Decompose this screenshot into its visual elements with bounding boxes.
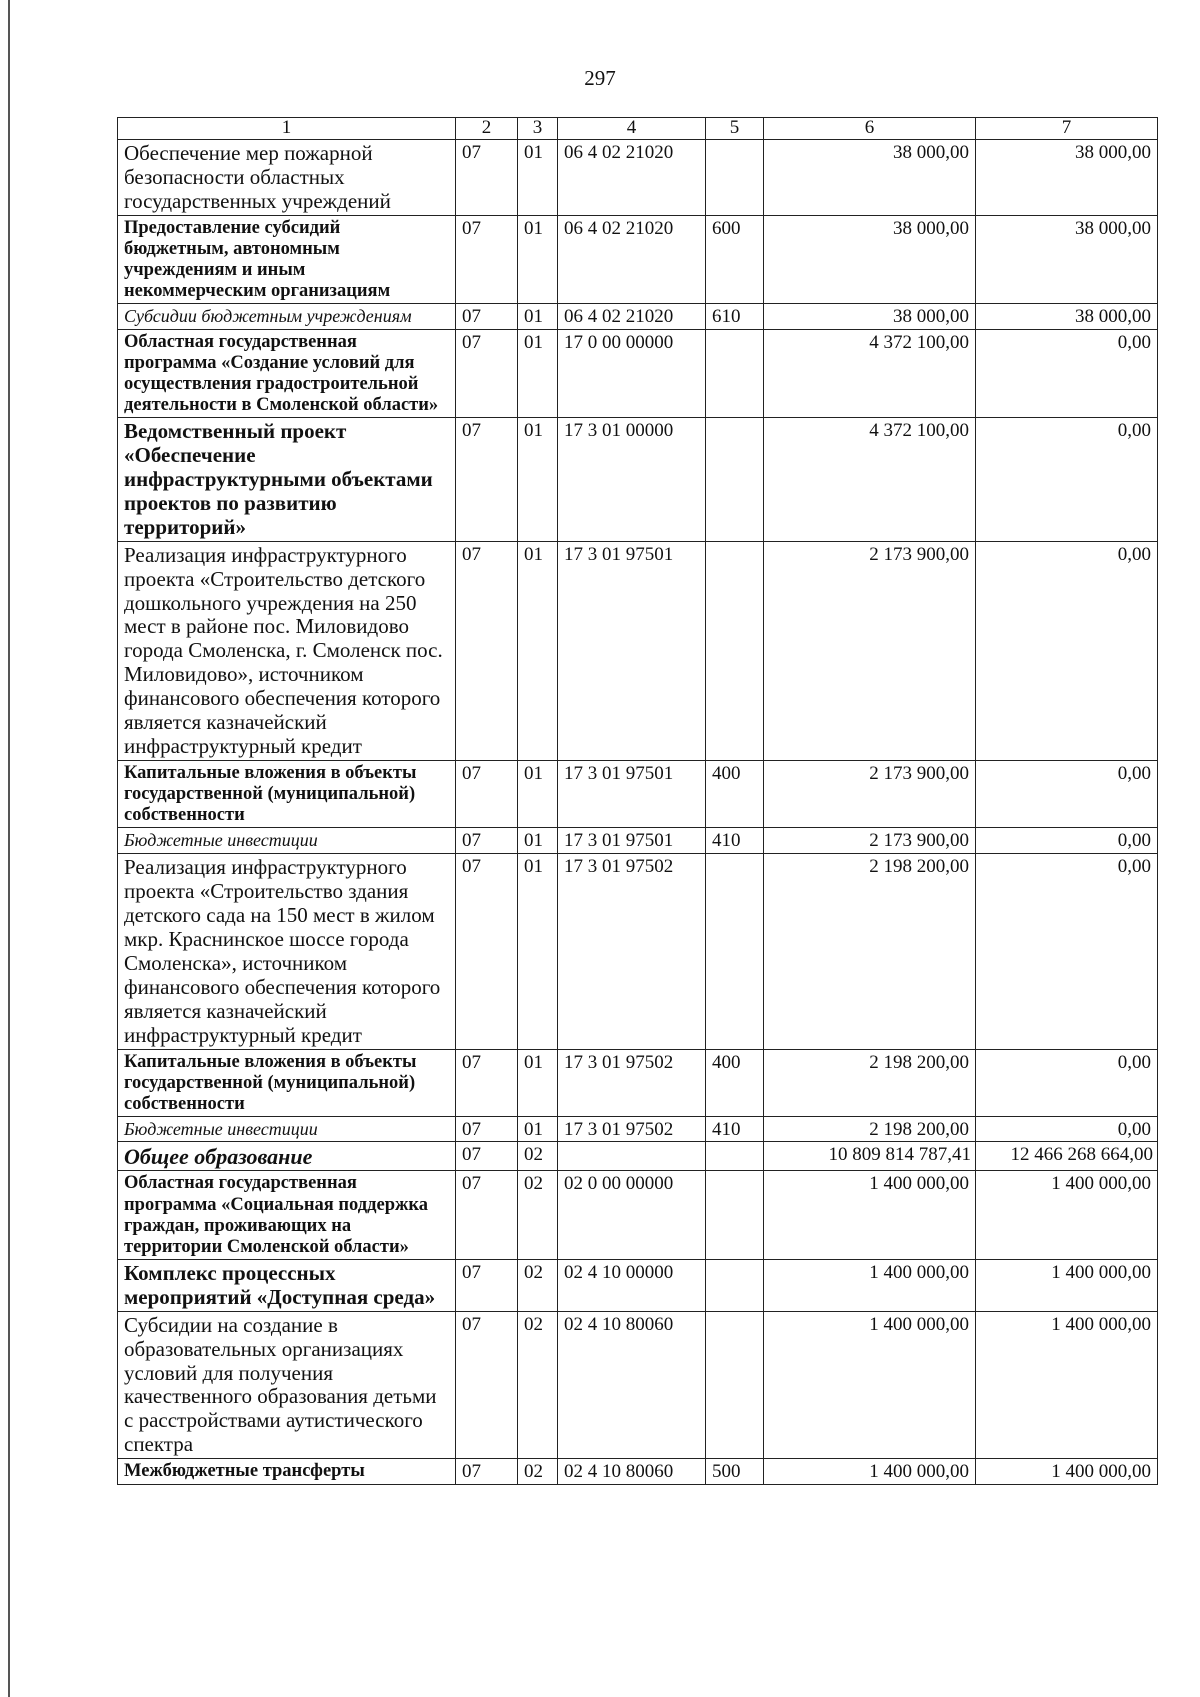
row-section-code-cell: 07 [456, 215, 518, 303]
row-section-code-cell: 07 [456, 1259, 518, 1311]
row-expense-type-cell [706, 1171, 764, 1259]
header-cell: 6 [764, 118, 976, 140]
table-row [118, 215, 1158, 303]
row-expense-type-cell: 500 [706, 1459, 764, 1485]
row-section-code-cell: 07 [456, 541, 518, 760]
row-subsection-code-cell: 02 [518, 1142, 558, 1171]
row-amount-year1-cell: 10 809 814 787,41 [764, 1142, 976, 1171]
row-section-code-cell: 07 [456, 1142, 518, 1171]
row-amount-year1-cell: 2 173 900,00 [764, 828, 976, 854]
row-amount-year2-cell: 0,00 [976, 329, 1158, 417]
row-subsection-code-cell: 01 [518, 1049, 558, 1116]
row-subsection-code-cell: 02 [518, 1311, 558, 1459]
table-row [118, 541, 1158, 760]
row-amount-year2-cell: 38 000,00 [976, 139, 1158, 215]
row-target-code-cell: 17 3 01 97501 [558, 761, 706, 828]
row-amount-year1-cell: 38 000,00 [764, 139, 976, 215]
row-target-code-cell: 17 0 00 00000 [558, 329, 706, 417]
table-row [118, 1049, 1158, 1116]
row-amount-year1-cell: 1 400 000,00 [764, 1171, 976, 1259]
row-target-code-cell: 02 4 10 00000 [558, 1259, 706, 1311]
table-row [118, 1171, 1158, 1259]
row-amount-year2-cell: 0,00 [976, 417, 1158, 541]
row-name-cell: Капитальные вложения в объекты государственной (муниципальной) собственности [118, 1049, 456, 1116]
row-name-cell: Субсидии бюджетным учреждениям [118, 304, 456, 330]
row-expense-type-cell: 400 [706, 1049, 764, 1116]
row-amount-year1-cell: 4 372 100,00 [764, 417, 976, 541]
row-expense-type-cell: 600 [706, 215, 764, 303]
row-section-code-cell: 07 [456, 1116, 518, 1142]
row-subsection-code-cell: 01 [518, 215, 558, 303]
row-section-code-cell: 07 [456, 1459, 518, 1485]
table-row [118, 1142, 1158, 1171]
row-section-code-cell: 07 [456, 828, 518, 854]
row-name-cell: Бюджетные инвестиции [118, 1116, 456, 1142]
row-subsection-code-cell: 01 [518, 761, 558, 828]
row-amount-year2-cell: 0,00 [976, 1116, 1158, 1142]
row-target-code-cell: 06 4 02 21020 [558, 304, 706, 330]
row-subsection-code-cell: 01 [518, 417, 558, 541]
row-amount-year1-cell: 2 198 200,00 [764, 854, 976, 1050]
header-row [118, 118, 1158, 140]
row-section-code-cell: 07 [456, 304, 518, 330]
row-amount-year2-cell: 38 000,00 [976, 304, 1158, 330]
row-target-code-cell: 06 4 02 21020 [558, 139, 706, 215]
row-section-code-cell: 07 [456, 1171, 518, 1259]
row-expense-type-cell: 410 [706, 828, 764, 854]
header-cell: 2 [456, 118, 518, 140]
row-section-code-cell: 07 [456, 761, 518, 828]
row-amount-year1-cell: 2 198 200,00 [764, 1049, 976, 1116]
table-row [118, 828, 1158, 854]
table-row [118, 1459, 1158, 1485]
row-target-code-cell: 17 3 01 97501 [558, 541, 706, 760]
table-row [118, 1311, 1158, 1459]
row-expense-type-cell: 400 [706, 761, 764, 828]
page-edge-line [8, 0, 10, 1697]
header-cell: 7 [976, 118, 1158, 140]
row-target-code-cell: 02 4 10 80060 [558, 1311, 706, 1459]
row-amount-year2-cell: 0,00 [976, 541, 1158, 760]
row-expense-type-cell [706, 1142, 764, 1171]
header-cell: 1 [118, 118, 456, 140]
row-subsection-code-cell: 01 [518, 1116, 558, 1142]
row-expense-type-cell: 410 [706, 1116, 764, 1142]
row-expense-type-cell [706, 417, 764, 541]
row-name-cell: Предоставление субсидий бюджетным, автономным учреждениям и иным некоммерческим организациям [118, 215, 456, 303]
row-target-code-cell: 02 4 10 80060 [558, 1459, 706, 1485]
row-subsection-code-cell: 01 [518, 541, 558, 760]
row-subsection-code-cell: 01 [518, 329, 558, 417]
row-target-code-cell: 17 3 01 97502 [558, 854, 706, 1050]
row-section-code-cell: 07 [456, 329, 518, 417]
row-amount-year1-cell: 38 000,00 [764, 304, 976, 330]
row-section-code-cell: 07 [456, 417, 518, 541]
row-expense-type-cell [706, 329, 764, 417]
row-name-cell: Обеспечение мер пожарной безопасности областных государственных учреждений [118, 139, 456, 215]
row-target-code-cell: 06 4 02 21020 [558, 215, 706, 303]
table-row [118, 1116, 1158, 1142]
row-subsection-code-cell: 01 [518, 854, 558, 1050]
row-target-code-cell: 17 3 01 97502 [558, 1116, 706, 1142]
row-amount-year2-cell: 0,00 [976, 1049, 1158, 1116]
header-cell: 4 [558, 118, 706, 140]
row-amount-year1-cell: 1 400 000,00 [764, 1259, 976, 1311]
row-amount-year2-cell: 0,00 [976, 828, 1158, 854]
row-amount-year2-cell: 1 400 000,00 [976, 1259, 1158, 1311]
row-amount-year2-cell: 1 400 000,00 [976, 1459, 1158, 1485]
row-name-cell: Капитальные вложения в объекты государственной (муниципальной) собственности [118, 761, 456, 828]
row-expense-type-cell [706, 1311, 764, 1459]
row-amount-year1-cell: 1 400 000,00 [764, 1459, 976, 1485]
row-name-cell: Субсидии на создание в образовательных организациях условий для получения качественного образования детьми с расстройствами аутистического спектра [118, 1311, 456, 1459]
row-amount-year2-cell: 12 466 268 664,00 [976, 1142, 1158, 1171]
row-expense-type-cell [706, 854, 764, 1050]
row-amount-year1-cell: 2 173 900,00 [764, 761, 976, 828]
row-subsection-code-cell: 01 [518, 304, 558, 330]
table-row [118, 1259, 1158, 1311]
row-name-cell: Комплекс процессных мероприятий «Доступная среда» [118, 1259, 456, 1311]
row-amount-year2-cell: 1 400 000,00 [976, 1171, 1158, 1259]
header-cell: 5 [706, 118, 764, 140]
row-subsection-code-cell: 02 [518, 1171, 558, 1259]
budget-table [117, 117, 1158, 1485]
table-row [118, 761, 1158, 828]
row-amount-year1-cell: 2 198 200,00 [764, 1116, 976, 1142]
table-row [118, 854, 1158, 1050]
row-section-code-cell: 07 [456, 1311, 518, 1459]
row-section-code-cell: 07 [456, 139, 518, 215]
row-subsection-code-cell: 01 [518, 139, 558, 215]
row-target-code-cell: 17 3 01 00000 [558, 417, 706, 541]
row-amount-year1-cell: 38 000,00 [764, 215, 976, 303]
row-amount-year1-cell: 1 400 000,00 [764, 1311, 976, 1459]
row-name-cell: Областная государственная программа «Создание условий для осуществления градостроительной деятельности в Смоленской области» [118, 329, 456, 417]
row-amount-year2-cell: 0,00 [976, 761, 1158, 828]
row-target-code-cell: 17 3 01 97502 [558, 1049, 706, 1116]
row-name-cell: Ведомственный проект «Обеспечение инфраструктурными объектами проектов по развитию территорий» [118, 417, 456, 541]
row-name-cell: Областная государственная программа «Социальная поддержка граждан, проживающих на территории Смоленской области» [118, 1171, 456, 1259]
row-expense-type-cell [706, 541, 764, 760]
row-subsection-code-cell: 01 [518, 828, 558, 854]
row-target-code-cell [558, 1142, 706, 1171]
table-row [118, 329, 1158, 417]
page-number: 297 [584, 66, 616, 90]
row-target-code-cell: 02 0 00 00000 [558, 1171, 706, 1259]
row-name-cell: Бюджетные инвестиции [118, 828, 456, 854]
row-amount-year2-cell: 0,00 [976, 854, 1158, 1050]
budget-table-body [118, 118, 1158, 1485]
row-expense-type-cell [706, 1259, 764, 1311]
table-row [118, 304, 1158, 330]
row-section-code-cell: 07 [456, 1049, 518, 1116]
row-target-code-cell: 17 3 01 97501 [558, 828, 706, 854]
row-expense-type-cell [706, 139, 764, 215]
row-amount-year2-cell: 1 400 000,00 [976, 1311, 1158, 1459]
row-name-cell: Межбюджетные трансферты [118, 1459, 456, 1485]
row-expense-type-cell: 610 [706, 304, 764, 330]
row-subsection-code-cell: 02 [518, 1459, 558, 1485]
row-subsection-code-cell: 02 [518, 1259, 558, 1311]
header-cell: 3 [518, 118, 558, 140]
row-amount-year1-cell: 4 372 100,00 [764, 329, 976, 417]
row-name-cell: Реализация инфраструктурного проекта «Строительство детского дошкольного учреждения на 250 мест в районе пос. Миловидово города Смоленска, г. Смоленск пос. Миловидово», источником финансового обеспечения которого является казначейский инфраструктурный кредит [118, 541, 456, 760]
row-amount-year1-cell: 2 173 900,00 [764, 541, 976, 760]
row-name-cell: Общее образование [118, 1142, 456, 1171]
table-row [118, 139, 1158, 215]
table-row [118, 417, 1158, 541]
row-name-cell: Реализация инфраструктурного проекта «Строительство здания детского сада на 150 мест в жилом мкр. Краснинское шоссе города Смоленска», источником финансового обеспечения которого является казначейский инфраструктурный кредит [118, 854, 456, 1050]
row-amount-year2-cell: 38 000,00 [976, 215, 1158, 303]
row-section-code-cell: 07 [456, 854, 518, 1050]
